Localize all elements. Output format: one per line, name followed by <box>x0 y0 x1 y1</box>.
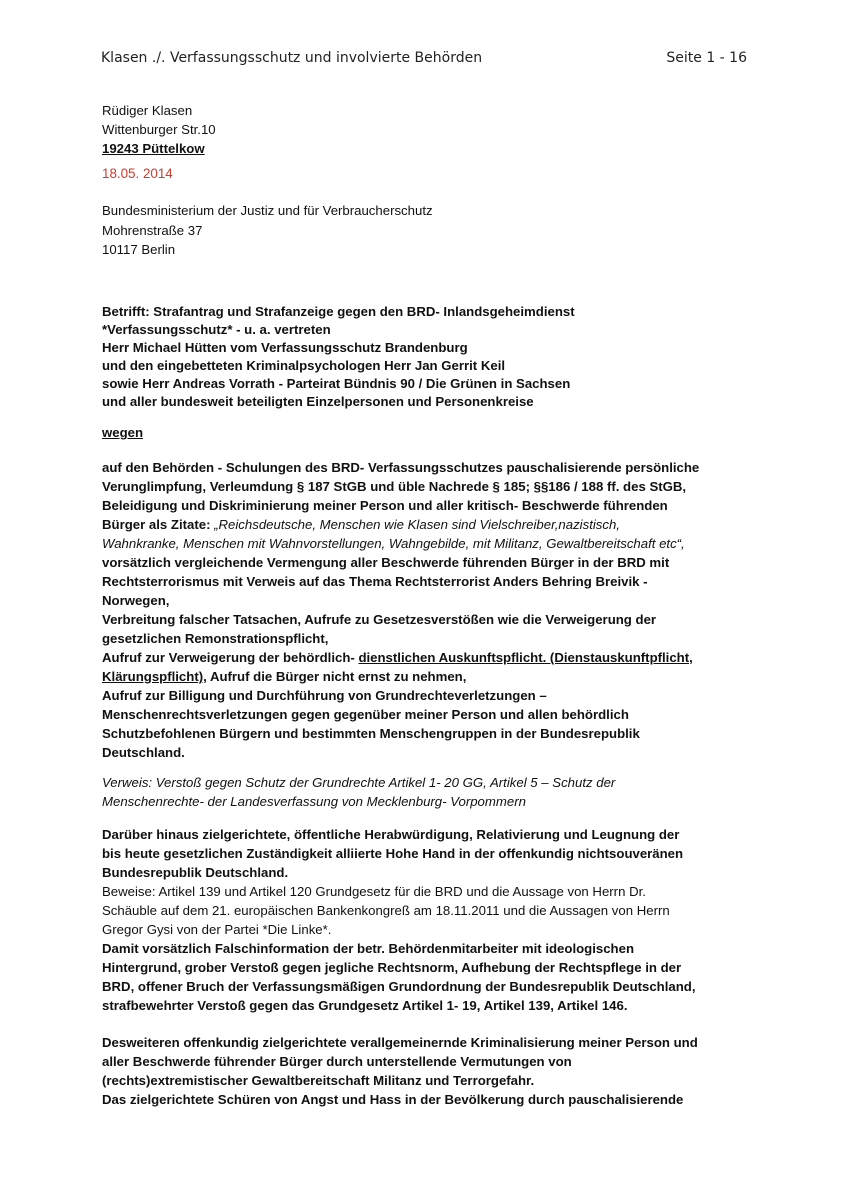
text-line: Darüber hinaus zielgerichtete, öffentliche Herabwürdigung, Relativierung und Leugnung der <box>102 827 680 842</box>
text-line: Norwegen, <box>102 593 170 608</box>
text-line: vorsätzlich vergleichende Vermengung aller Beschwerde führenden Bürger in der BRD mit <box>102 555 670 570</box>
subject-line: und den eingebetteten Kriminalpsychologen Herr Jan Gerrit Keil <box>102 358 506 373</box>
sender-city: 19243 Püttelkow <box>102 141 205 156</box>
subject-line: sowie Herr Andreas Vorrath - Parteirat Bündnis 90 / Die Grünen in Sachsen <box>102 376 571 391</box>
quote-intro: Bürger als Zitate: <box>102 517 215 532</box>
header-title: Klasen ./. Verfassungsschutz und involvierte Behörden <box>101 50 483 66</box>
text-line: Aufruf zur Billigung und Durchführung von Grundrechteverletzungen – <box>102 688 547 703</box>
text-line: Desweiteren offenkundig zielgerichtete verallgemeinernde Kriminalisierung meiner Person und <box>102 1035 698 1050</box>
text-line: auf den Behörden - Schulungen des BRD- Verfassungsschutzes pauschalisierende persönliche <box>102 460 700 475</box>
subject-line: Betrifft: Strafantrag und Strafanzeige gegen den BRD- Inlandsgeheimdienst <box>102 304 575 319</box>
recipient-street: Mohrenstraße 37 <box>102 222 203 238</box>
evidence-line: Beweise: Artikel 139 und Artikel 120 Grundgesetz für die BRD und die Aussage von Herrn Dr. <box>102 884 646 899</box>
page-number: Seite 1 - 16 <box>666 50 747 66</box>
text-line <box>102 667 752 686</box>
reference-note <box>102 774 752 811</box>
text-line: Verunglimpfung, Verleumdung § 187 StGB und üble Nachrede § 185; §§186 / 188 ff. des StGB, <box>102 479 687 494</box>
letter-date: 18.05. 2014 <box>102 166 173 181</box>
subject-block <box>102 303 752 411</box>
paragraph-criminalization <box>102 1033 752 1109</box>
underlined-text: Klärungspflicht) <box>102 669 204 684</box>
text-line: Verweis: Verstoß gegen Schutz der Grundrechte Artikel 1- 20 GG, Artikel 5 – Schutz der <box>102 775 616 790</box>
text-line: Schutzbefohlenen Bürgern und bestimmten Menschengruppen in der Bundesrepublik <box>102 726 640 741</box>
quote-text: Wahnkranke, Menschen mit Wahnvorstellungen, Wahngebilde, mit Militanz, Gewaltbereitschaft etc“, <box>102 536 685 551</box>
text-segment: Aufruf zur Verweigerung der behördlich- <box>102 650 359 665</box>
text-line: Das zielgerichtete Schüren von Angst und Hass in der Bevölkerung durch pauschalisierende <box>102 1092 684 1107</box>
paragraph-sovereignty <box>102 825 752 1015</box>
text-line: strafbewehrter Verstoß gegen das Grundgesetz Artikel 1- 19, Artikel 139, Artikel 146. <box>102 998 628 1013</box>
wegen-heading: wegen <box>102 425 144 440</box>
subject-line: *Verfassungsschutz* - u. a. vertreten <box>102 322 331 337</box>
sender-address <box>102 101 752 158</box>
text-line: Beleidigung und Diskriminierung meiner Person und aller kritisch- Beschwerde führenden <box>102 498 668 513</box>
underlined-text: dienstlichen Auskunftspflicht. (Dienstauskunftpflicht, <box>358 650 693 665</box>
text-line: Rechtsterrorismus mit Verweis auf das Thema Rechtsterrorist Anders Behring Breivik - <box>102 574 648 589</box>
text-line: Menschenrechtsverletzungen gegen gegenüber meiner Person und allen behördlich <box>102 707 629 722</box>
quote-text: „Reichsdeutsche, Menschen wie Klasen sind Vielschreiber,nazistisch, <box>214 517 620 532</box>
text-line: Damit vorsätzlich Falschinformation der betr. Behördenmitarbeiter mit ideologischen <box>102 941 635 956</box>
sender-street: Wittenburger Str.10 <box>102 122 216 137</box>
evidence-line: Schäuble auf dem 21. europäischen Bankenkongreß am 18.11.2011 und die Aussagen von Herrn <box>102 903 670 918</box>
text-line: Hintergrund, grober Verstoß gegen jegliche Rechtsnorm, Aufhebung der Rechtspflege in der <box>102 960 682 975</box>
text-line: Deutschland. <box>102 745 185 760</box>
recipient-org: Bundesministerium der Justiz und für Verbraucherschutz <box>102 203 433 218</box>
text-line: bis heute gesetzlichen Zuständigkeit alliierte Hohe Hand in der offenkundig nichtsouveränen <box>102 846 684 861</box>
text-line: (rechts)extremistischer Gewaltbereitschaft Militanz und Terrorgefahr. <box>102 1073 535 1088</box>
subject-line: Herr Michael Hütten vom Verfassungsschutz Brandenburg <box>102 340 468 355</box>
paragraph-accusations <box>102 458 752 762</box>
recipient-city: 10117 Berlin <box>102 242 176 257</box>
text-line: Verbreitung falscher Tatsachen, Aufrufe zu Gesetzesverstößen wie die Verweigerung der <box>102 612 657 627</box>
text-line <box>102 515 752 534</box>
text-line: BRD, offener Bruch der Verfassungsmäßigen Grundordnung der Bundesrepublik Deutschland, <box>102 979 696 994</box>
text-segment: , Aufruf die Bürger nicht ernst zu nehmen, <box>203 669 467 684</box>
text-line: gesetzlichen Remonstrationspflicht, <box>102 631 329 646</box>
text-line: aller Beschwerde führender Bürger durch unterstellende Vermutungen von <box>102 1054 572 1069</box>
subject-line: und aller bundesweit beteiligten Einzelpersonen und Personenkreise <box>102 394 534 409</box>
recipient-address <box>102 201 752 260</box>
sender-name: Rüdiger Klasen <box>102 103 193 118</box>
evidence-line: Gregor Gysi von der Partei *Die Linke*. <box>102 922 332 937</box>
text-line: Bundesrepublik Deutschland. <box>102 865 289 880</box>
text-line <box>102 648 752 667</box>
text-line: Menschenrechte- der Landesverfassung von Mecklenburg- Vorpommern <box>102 793 526 809</box>
